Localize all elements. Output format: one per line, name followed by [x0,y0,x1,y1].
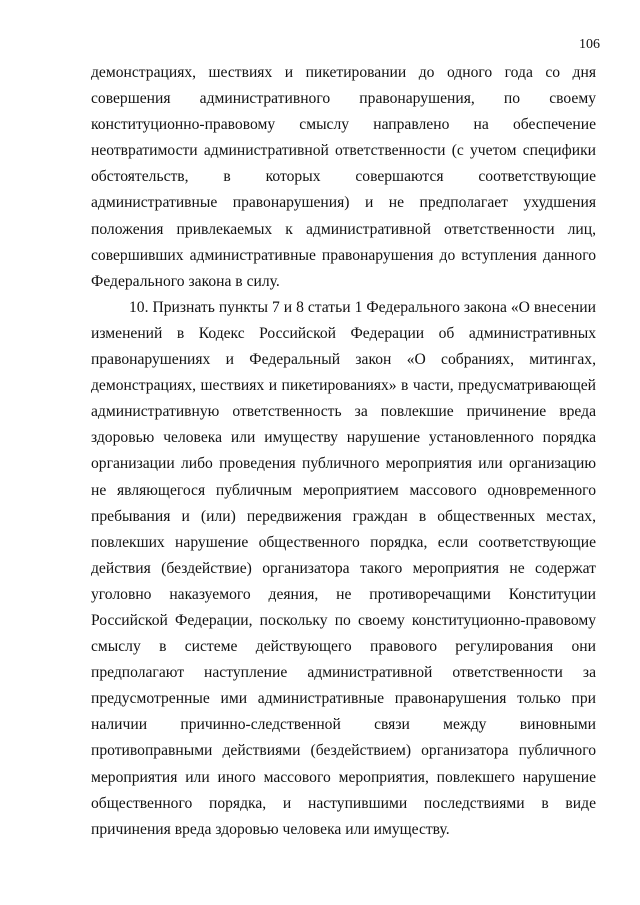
paragraph-item-10: 10. Признать пункты 7 и 8 статьи 1 Федерального закона «О внесении изменений в Кодекс Российской Федерации об административных правонарушениях и Федеральный закон «О собраниях, митингах, демонстрациях, шествиях и пикетированиях» в части, предусматривающей административную ответственность за повлекшие причинение вреда здоровью человека или имуществу нарушение установленного порядка организации либо проведения публичного мероприятия или организацию не являющегося публичным мероприятием массового одновременного пребывания и (или) передвижения граждан в общественных местах, повлекших нарушение общественного порядка, если соответствующие действия (бездействие) организатора такого мероприятия не содержат уголовно наказуемого деяния, не противоречащими Конституции Российской Федерации, поскольку по своему конституционно-правовому смыслу в системе действующего правового регулирования они предполагают наступление административной ответственности за предусмотренные ими административные правонарушения только при наличии причинно-следственной связи между виновными противоправными действиями (бездействием) организатора публичного мероприятия или иного массового мероприятия, повлекшего нарушение общественного порядка, и наступившими последствиями в виде причинения вреда здоровью человека или имуществу. [91,298,596,838]
document-body [91,60,596,843]
page-number: 106 [579,37,600,52]
paragraph-continuation: демонстрациях, шествиях и пикетировании до одного года со дня совершения административного правонарушения, по своему конституционно-правовому смыслу направлено на обеспечение неотвратимости административной ответственности (с учетом специфики обстоятельств, в которых совершаются соответствующие административные правонарушения) и не предполагает ухудшения положения привлекаемых к административной ответственности лиц, совершивших административные правонарушения до вступления данного Федерального закона в силу. [91,64,596,290]
